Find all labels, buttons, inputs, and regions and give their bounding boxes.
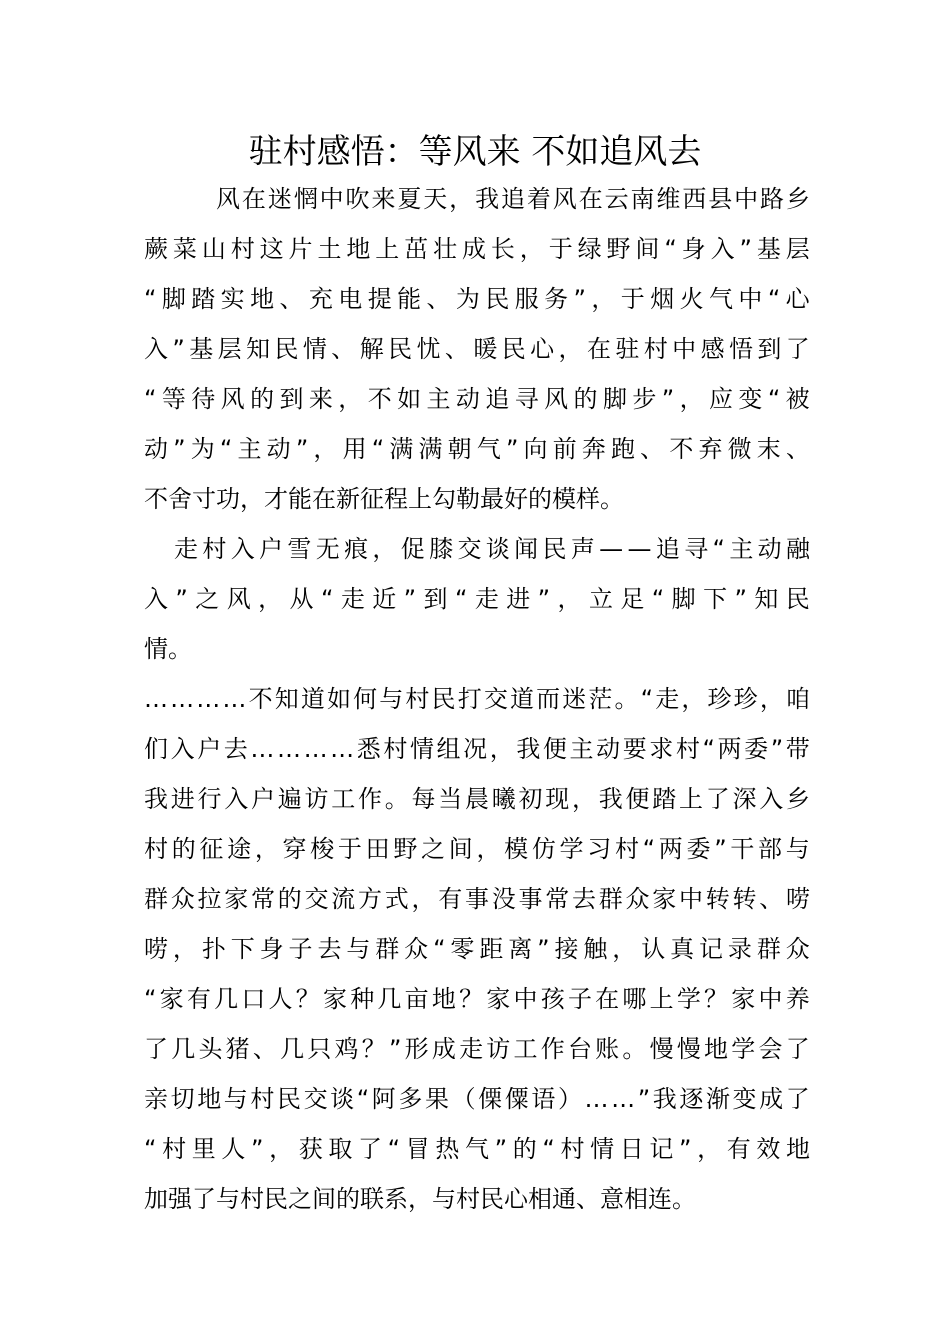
document-body <box>144 174 810 1224</box>
paragraph-line: 亲 切 地 与 村 民 交 谈 “ 阿 多 果 （ 傈 僳 语 ） … … ” 我 逐 渐 变 成 了 <box>144 1085 810 1113</box>
paragraph-line: “ 村 里 人 ” ， 获 取 了 “ 冒 热 气 ” 的 “ 村 情 日 记 ” ， 有 效 地 <box>144 1135 810 1163</box>
paragraph-line: 们 入 户 去 … … … … 悉 村 情 组 况 ， 我 便 主 动 要 求 村 “ 两 委 ” 带 <box>144 735 810 763</box>
paragraph-line: “ 等 待 风 的 到 来 ， 不 如 主 动 追 寻 风 的 脚 步 ” ， 应 变 “ 被 <box>144 385 810 413</box>
paragraph-line: 入 ” 之 风 ， 从 “ 走 近 ” 到 “ 走 进 ” ， 立 足 “ 脚 下 ” 知 民 <box>144 585 810 613</box>
paragraph-line: 风 在 迷 惘 中 吹 来 夏 天 ， 我 追 着 风 在 云 南 维 西 县 中 路 乡 <box>216 185 810 213</box>
paragraph <box>144 674 810 1224</box>
paragraph-line: 了 几 头 猪 、 几 只 鸡 ？ ” 形 成 走 访 工 作 台 账 。 慢 慢 地 学 会 了 <box>144 1035 810 1063</box>
document-title: 驻村感悟：等风来 不如追风去 <box>248 132 702 172</box>
paragraph-line: 蕨 菜 山 村 这 片 土 地 上 茁 壮 成 长 ， 于 绿 野 间 “ 身 入 ” 基 层 <box>144 235 810 263</box>
paragraph-line: 唠 ， 扑 下 身 子 去 与 群 众 “ 零 距 离 ” 接 触 ， 认 真 记 录 群 众 <box>144 935 810 963</box>
paragraph-line: 群 众 拉 家 常 的 交 流 方 式 ， 有 事 没 事 常 去 群 众 家 中 转 转 、 唠 <box>144 885 810 913</box>
paragraph-line: 村 的 征 途 ， 穿 梭 于 田 野 之 间 ， 模 仿 学 习 村 “ 两 委 ” 干 部 与 <box>144 835 810 863</box>
paragraph-line: 走 村 入 户 雪 无 痕 ， 促 膝 交 谈 闻 民 声 — — 追 寻 “ 主 动 融 <box>174 535 810 563</box>
paragraph-line: 动 ” 为 “ 主 动 ” ， 用 “ 满 满 朝 气 ” 向 前 奔 跑 、 不 弃 微 末 、 <box>144 435 810 463</box>
paragraph-line: 情 。 <box>144 635 192 663</box>
paragraph-line: 我 进 行 入 户 遍 访 工 作 。 每 当 晨 曦 初 现 ， 我 便 踏 上 了 深 入 乡 <box>144 785 810 813</box>
paragraph-line: 加 强 了 与 村 民 之 间 的 联 系 ， 与 村 民 心 相 通 、 意 相 连 。 <box>144 1185 696 1213</box>
paragraph-line: “ 家 有 几 口 人 ？ 家 种 几 亩 地 ？ 家 中 孩 子 在 哪 上 学 ？ 家 中 养 <box>144 985 810 1013</box>
paragraph-line: “ 脚 踏 实 地 、 充 电 提 能 、 为 民 服 务 ” ， 于 烟 火 气 中 “ 心 <box>144 285 810 313</box>
paragraph-line: 不 舍 寸 功 ， 才 能 在 新 征 程 上 勾 勒 最 好 的 模 样 。 <box>144 485 624 513</box>
paragraph <box>144 524 810 674</box>
paragraph <box>144 174 810 524</box>
paragraph-line: … … … … 不 知 道 如 何 与 村 民 打 交 道 而 迷 茫 。 “ 走 ， 珍 珍 ， 咱 <box>144 685 810 713</box>
paragraph-line: 入 ” 基 层 知 民 情 、 解 民 忧 、 暖 民 心 ， 在 驻 村 中 感 悟 到 了 <box>144 335 810 363</box>
